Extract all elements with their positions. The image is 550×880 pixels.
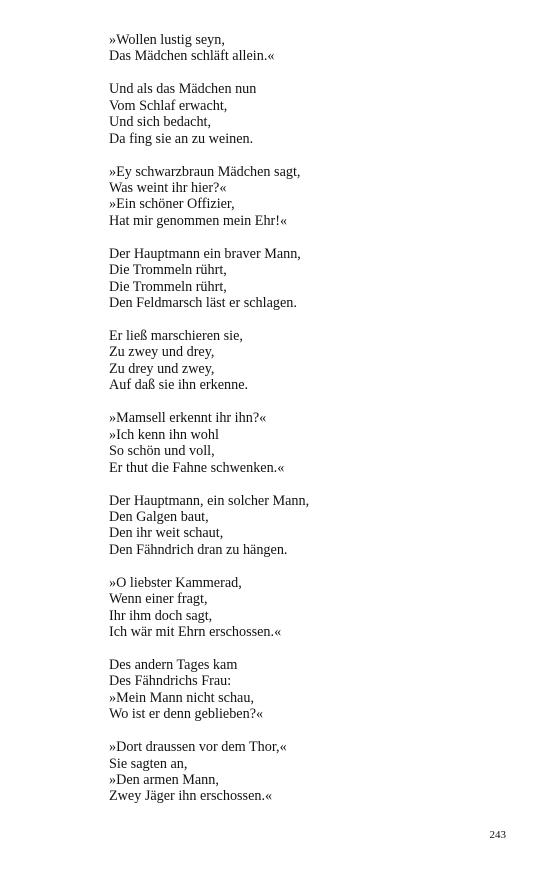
poem-line: Der Hauptmann, ein solcher Mann, bbox=[109, 492, 310, 509]
poem-line: Auf daß sie ihn erkenne. bbox=[109, 377, 249, 394]
poem-line: Den Fähndrich dran zu hängen. bbox=[109, 541, 288, 558]
poem-line: »Ey schwarzbraun Mädchen sagt, bbox=[109, 163, 301, 180]
poem-line: Er thut die Fahne schwenken.« bbox=[109, 459, 285, 476]
poem-line: Den Galgen baut, bbox=[109, 508, 209, 525]
poem-line: Und sich bedacht, bbox=[109, 114, 212, 131]
stanza bbox=[109, 575, 529, 641]
poem-line: Hat mir genommen mein Ehr!« bbox=[109, 212, 288, 229]
stanza bbox=[109, 493, 529, 559]
poem-line: Des Fähndrichs Frau: bbox=[109, 673, 232, 690]
poem-line: »Ich kenn ihn wohl bbox=[109, 426, 219, 443]
poem-line: Vom Schlaf erwacht, bbox=[109, 97, 228, 114]
stanza bbox=[109, 32, 529, 65]
poem-line: Ich wär mit Ehrn erschossen.« bbox=[109, 623, 282, 640]
poem-line: »Wollen lustig seyn, bbox=[109, 32, 225, 48]
stanza bbox=[109, 739, 529, 805]
stanza bbox=[109, 164, 529, 230]
poem-line: Das Mädchen schläft allein.« bbox=[109, 48, 275, 65]
poem-line: Die Trommeln rührt, bbox=[109, 262, 227, 279]
poem-line: Er ließ marschieren sie, bbox=[109, 328, 243, 345]
poem-line: So schön und voll, bbox=[109, 443, 215, 460]
poem-line: Zwey Jäger ihn erschossen.« bbox=[109, 788, 273, 805]
poem-line: »Ein schöner Offizier, bbox=[109, 196, 235, 213]
poem-line: »O liebster Kammerad, bbox=[109, 574, 242, 591]
poem-line: »Mamsell erkennt ihr ihn?« bbox=[109, 410, 267, 427]
poem-line: Was weint ihr hier?« bbox=[109, 180, 227, 197]
stanza bbox=[109, 410, 529, 476]
stanza bbox=[109, 81, 529, 147]
poem-line: »Dort draussen vor dem Thor,« bbox=[109, 739, 287, 756]
poem-line: Sie sagten an, bbox=[109, 755, 188, 772]
poem-line: Und als das Mädchen nun bbox=[109, 81, 257, 98]
stanza bbox=[109, 246, 529, 312]
poem-line: Ihr ihm doch sagt, bbox=[109, 607, 213, 624]
poem-line: Des andern Tages kam bbox=[109, 656, 238, 673]
stanza bbox=[109, 657, 529, 723]
poem-line: Den Feldmarsch läst er schlagen. bbox=[109, 295, 297, 312]
poem-line: Wo ist er denn geblieben?« bbox=[109, 706, 264, 723]
poem-line: Die Trommeln rührt, bbox=[109, 278, 227, 295]
poem-line: Den ihr weit schaut, bbox=[109, 525, 224, 542]
poem-line: Wenn einer fragt, bbox=[109, 591, 208, 608]
poem-line: Der Hauptmann ein braver Mann, bbox=[109, 245, 301, 262]
poem-line: Zu zwey und drey, bbox=[109, 344, 215, 361]
poem-line: »Den armen Mann, bbox=[109, 771, 219, 788]
poem-line: Da fing sie an zu weinen. bbox=[109, 130, 254, 147]
poem-line: Zu drey und zwey, bbox=[109, 360, 215, 377]
poem-line: »Mein Mann nicht schau, bbox=[109, 689, 254, 706]
poem-text bbox=[109, 32, 529, 821]
stanza bbox=[109, 328, 529, 394]
page-number: 243 bbox=[489, 829, 506, 841]
